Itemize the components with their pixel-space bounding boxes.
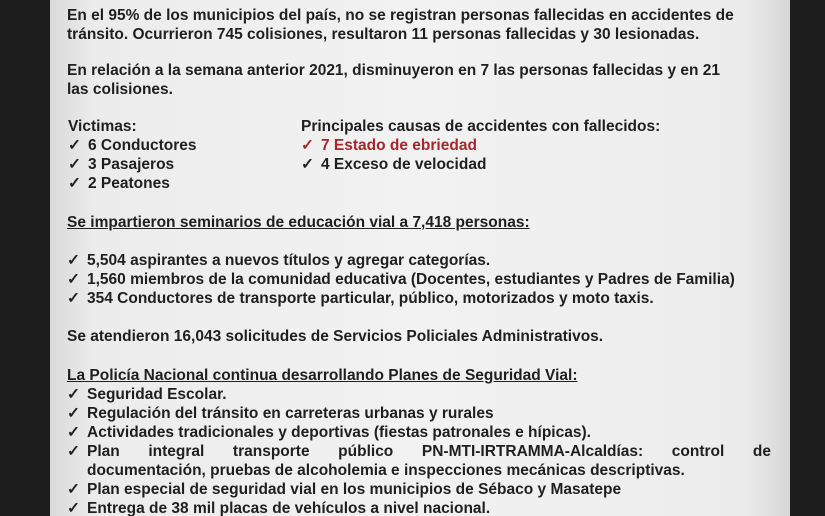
check-icon: ✓: [68, 137, 81, 154]
plan-item: ✓ Seguridad Escolar.: [67, 386, 227, 403]
comparison-line-2: las colisiones.: [67, 81, 173, 98]
seminar-item: ✓ 1,560 miembros de la comunidad educativa (Docentes, estudiantes y Padres de Familia): [67, 271, 735, 288]
causes-heading: Principales causas de accidentes con fallecidos:: [301, 118, 661, 135]
intro-line-2: tránsito. Ocurrieron 745 colisiones, resultaron 11 personas fallecidas y 30 lesionadas.: [67, 26, 700, 43]
check-icon: ✓: [67, 405, 80, 422]
victims-heading: Victimas:: [68, 118, 137, 135]
victim-item: ✓ 6 Conductores: [68, 137, 197, 154]
check-icon: ✓: [67, 252, 80, 269]
check-icon: ✓: [68, 175, 81, 192]
victim-item: ✓ 3 Pasajeros: [68, 156, 175, 173]
plan-item: ✓ Plan especial de seguridad vial en los municipios de Sébaco y Masatepe: [67, 481, 622, 498]
plan-item: ✓ Regulación del tránsito en carreteras urbanas y rurales: [67, 405, 494, 422]
check-icon: ✓: [67, 290, 80, 307]
check-icon: ✓: [301, 156, 314, 173]
seminar-item: ✓ 5,504 aspirantes a nuevos títulos y agregar categorías.: [67, 252, 491, 269]
plans-heading: La Policía Nacional continua desarrollando Planes de Seguridad Vial:: [67, 367, 578, 384]
check-icon: ✓: [67, 386, 80, 403]
check-icon: ✓: [67, 481, 80, 498]
services-text: Se atendieron 16,043 solicitudes de Servicios Policiales Administrativos.: [67, 328, 604, 345]
plan-item: ✓ Plan integral transporte público PN-MTI-IRTRAMMA-Alcaldías: control de: [67, 443, 771, 460]
intro-line-1: En el 95% de los municipios del país, no se registran personas fallecidas en accidentes de: [67, 7, 734, 24]
check-icon: ✓: [67, 424, 80, 441]
victim-item: ✓ 2 Peatones: [68, 175, 170, 192]
cause-item-highlight: ✓ 7 Estado de ebriedad: [301, 137, 477, 154]
check-icon: ✓: [67, 271, 80, 288]
plan-item-continuation: documentación, pruebas de alcoholemia e inspecciones mecánicas descriptivas.: [87, 462, 685, 479]
seminar-item: ✓ 354 Conductores de transporte particular, público, motorizados y moto taxis.: [67, 290, 654, 307]
check-icon: ✓: [67, 443, 80, 460]
seminars-heading: Se impartieron seminarios de educación vial a 7,418 personas:: [67, 214, 530, 231]
comparison-line-1: En relación a la semana anterior 2021, disminuyeron en 7 las personas fallecidas y en 21: [67, 62, 721, 79]
plan-item: ✓ Entrega de 38 mil placas de vehículos a nivel nacional.: [67, 500, 491, 516]
check-icon: ✓: [67, 500, 80, 516]
plan-item: ✓ Actividades tradicionales y deportivas (fiestas patronales e hípicas).: [67, 424, 591, 441]
cause-item: ✓ 4 Exceso de velocidad: [301, 156, 487, 173]
check-icon: ✓: [68, 156, 81, 173]
check-icon: ✓: [301, 137, 314, 154]
projection-screen: [50, 0, 790, 516]
